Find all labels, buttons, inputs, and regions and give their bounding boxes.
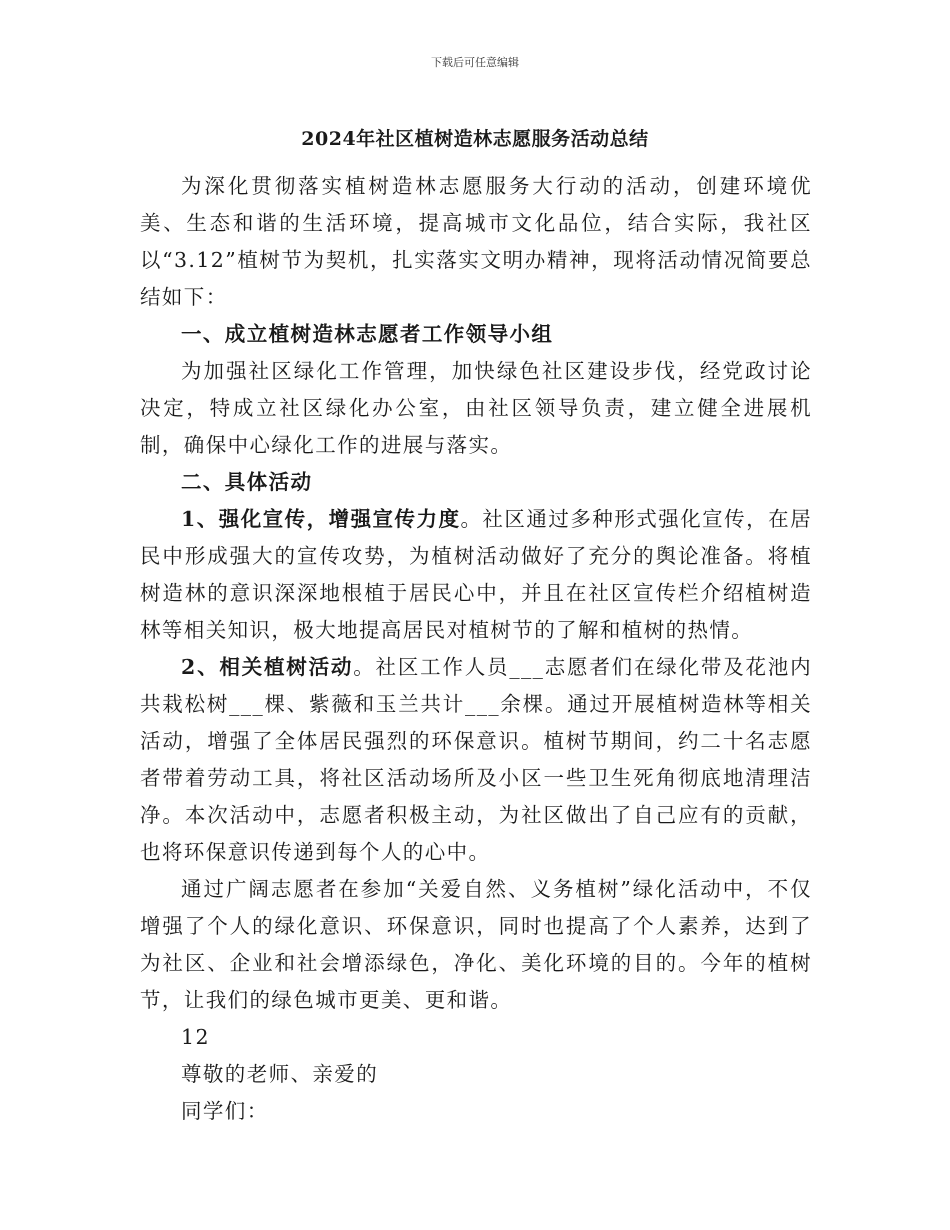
item1-paragraph <box>140 501 812 649</box>
section1-paragraph: 为加强社区绿化工作管理，加快绿色社区建设步伐，经党政讨论决定，特成立社区绿化办公室，由社区领导负责，建立健全进展机制，确保中心绿化工作的进展与落实。 <box>140 359 812 457</box>
greeting-line-2: 同学们： <box>181 1099 269 1123</box>
item1-lead: 1、强化宣传，增强宣传力度 <box>181 507 461 531</box>
conclusion-paragraph: 通过广阔志愿者在参加“关爱自然、义务植树”绿化活动中，不仅增强了个人的绿化意识、环保意识，同时也提高了个人素养，达到了为社区、企业和社会增添绿色，净化、美化环境的目的。今年的植树节，让我们的绿色城市更美、更和谐。 <box>140 877 812 1012</box>
section2-heading: 二、具体活动 <box>181 470 313 494</box>
greeting-line-1: 尊敬的老师、亲爱的 <box>181 1062 379 1086</box>
intro-paragraph: 为深化贯彻落实植树造林志愿服务大行动的活动，创建环境优美、生态和谐的生活环境，提高城市文化品位，结合实际，我社区以“3.12”植树节为契机，扎实落实文明办精神，现将活动情况简要总结如下： <box>140 174 812 309</box>
header-note: 下载后可任意编辑 <box>431 56 519 69</box>
item2-text: 。社区工作人员___志愿者们在绿化带及花池内共栽松树___棵、紫薇和玉兰共计___余棵。通过开展植树造林等相关活动，增强了全体居民强烈的环保意识。植树节期间，约二十名志愿者带着劳动工具，将社区活动场所及小区一些卫生死角彻底地清理洁净。本次活动中，志愿者积极主动，为社区做出了自己应有的贡献，也将环保意识传递到每个人的心中。 <box>140 655 812 864</box>
item1-text: 。社区通过多种形式强化宣传，在居民中形成强大的宣传攻势，为植树活动做好了充分的舆论准备。将植树造林的意识深深地根植于居民心中，并且在社区宣传栏介绍植树造林等相关知识，极大地提高居民对植树节的了解和植树的热情。 <box>140 507 812 642</box>
section1-heading: 一、成立植树造林志愿者工作领导小组 <box>181 322 554 346</box>
document-body <box>140 168 812 1130</box>
trailing-number: 12 <box>181 1025 210 1049</box>
document-title: 2024年社区植树造林志愿服务活动总结 <box>301 128 649 150</box>
item2-lead: 2、相关植树活动 <box>181 655 354 679</box>
item2-paragraph <box>140 649 812 871</box>
